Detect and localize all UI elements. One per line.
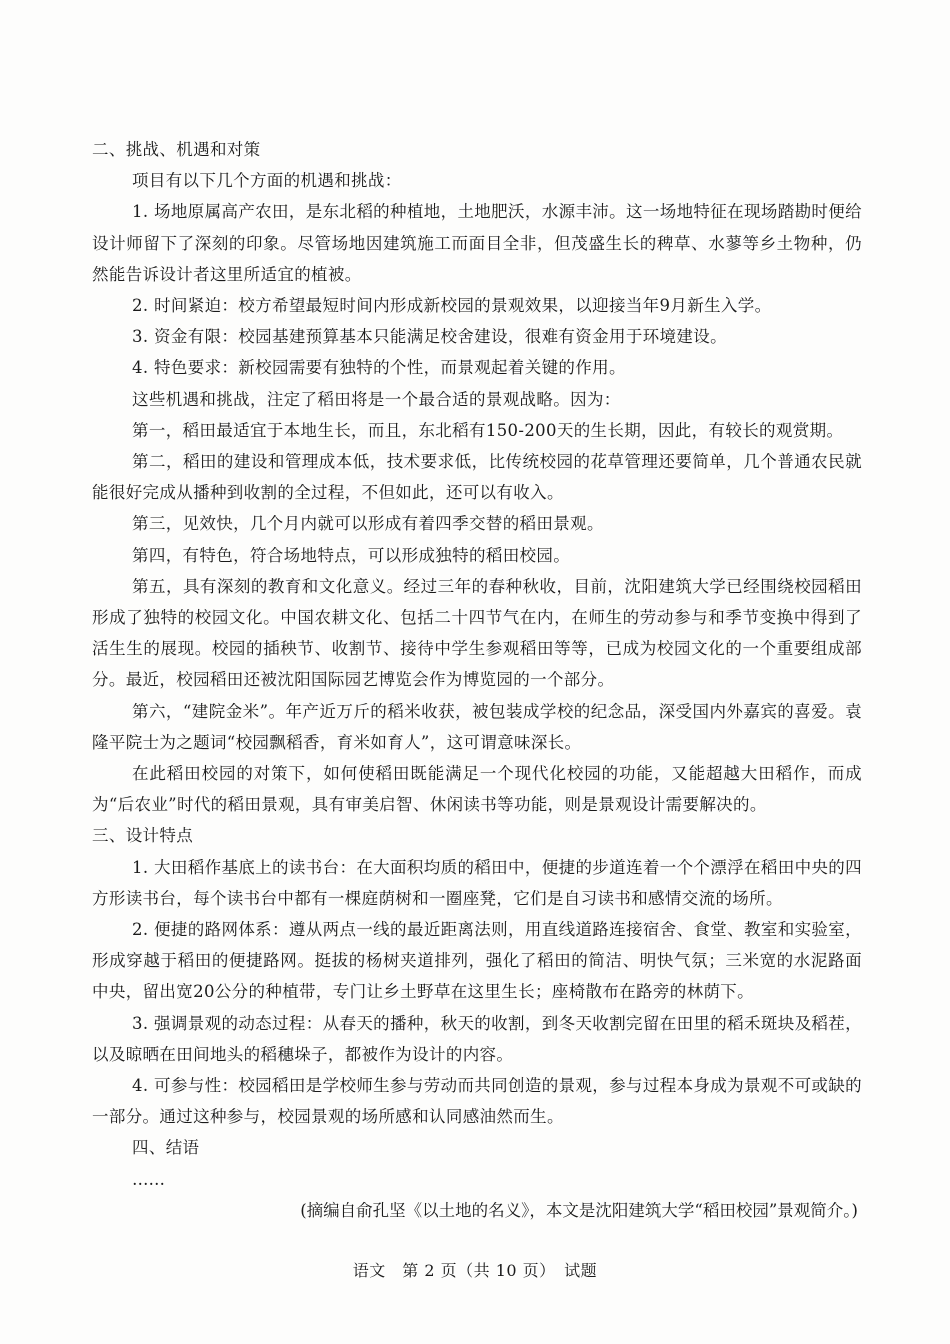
paragraph-strategy: 在此稻田校园的对策下，如何使稻田既能满足一个现代化校园的功能，又能超越大田稻作，而成为“后农业”时代的稻田景观，具有审美启智、休闲读书等功能，则是景观设计需要解决的。 — [92, 764, 862, 815]
source-citation: (摘编自俞孔坚《以土地的名义》，本文是沈阳建筑大学“稻田校园”景观简介。) — [300, 1200, 858, 1220]
paragraph-challenge-2: 2. 时间紧迫：校方希望最短时间内形成新校园的景观效果，以迎接当年9月新生入学。 — [132, 296, 772, 315]
paragraph-reason-1: 第一，稻田最适宜于本地生长，而且，东北稻有150-200天的生长期，因此，有较长的观赏期。 — [132, 420, 844, 440]
section-heading-design: 三、设计特点 — [92, 826, 194, 846]
paragraph-design-1: 1. 大田稻作基底上的读书台：在大面积均质的稻田中，便捷的步道连着一个个漂浮在稻田中央的四方形读书台，每个读书台中都有一棵庭荫树和一圈座凳，它们是自习读书和感情交流的场所。 — [92, 857, 862, 908]
paragraph-design-4: 4. 可参与性：校园稻田是学校师生参与劳动而共同创造的景观，参与过程本身成为景观不可或缺的一部分。通过这种参与，校园景观的场所感和认同感油然而生。 — [92, 1076, 862, 1127]
section-heading-challenges: 二、挑战、机遇和对策 — [92, 140, 261, 159]
paragraph-reason-3: 第三，见效快，几个月内就可以形成有着四季交替的稻田景观。 — [132, 514, 604, 534]
paragraph-challenge-4: 4. 特色要求：新校园需要有独特的个性，而景观起着关键的作用。 — [132, 358, 626, 378]
paragraph-reason-4: 第四，有特色，符合场地特点，可以形成独特的稻田校园。 — [132, 545, 571, 565]
paragraph-reason-5: 第五，具有深刻的教育和文化意义。经过三年的春种秋收，目前，沈阳建筑大学已经围绕校园稻田形成了独特的校园文化。中国农耕文化、包括二十四节气在内，在师生的劳动参与和季节变换中得到了活生生的展现。校园的插秧节、收割节、接待中学生参观稻田等等，已成为校园文化的一个重要组成部分。最近，校园稻田还被沈阳国际园艺博览会作为博览园的一个部分。 — [92, 576, 862, 690]
paragraph-challenge-3: 3. 资金有限：校园基建预算基本只能满足校舍建设，很难有资金用于环境建设。 — [132, 327, 727, 347]
paragraph-design-2: 2. 便捷的路网体系：遵从两点一线的最近距离法则，用直线道路连接宿舍、食堂、教室和实验室，形成穿越于稻田的便捷路网。挺拔的杨树夹道排列，强化了稻田的简洁、明快气氛；三米宽的水泥路面中央，留出宽20公分的种植带，专门让乡土野草在这里生长；座椅散布在路旁的林荫下。 — [92, 920, 862, 1002]
article-body — [92, 134, 862, 1226]
ellipsis: …… — [132, 1169, 165, 1189]
section-heading-conclusion: 四、结语 — [132, 1138, 200, 1158]
paragraph-summary: 这些机遇和挑战，注定了稻田将是一个最合适的景观战略。因为： — [132, 389, 621, 409]
page-footer: 语文 第 2 页（共 10 页） 试题 — [352, 1261, 598, 1280]
paragraph-intro: 项目有以下几个方面的机遇和挑战： — [132, 171, 402, 191]
paragraph-reason-2: 第二，稻田的建设和管理成本低，技术要求低，比传统校园的花草管理还要简单，几个普通农民就能很好完成从播种到收割的全过程，不但如此，还可以有收入。 — [92, 452, 862, 503]
paragraph-challenge-1: 1. 场地原属高产农田，是东北稻的种植地，土地肥沃，水源丰沛。这一场地特征在现场踏勘时便给设计师留下了深刻的印象。尽管场地因建筑施工而面目全非，但茂盛生长的稗草、水蓼等乡土物种，仍然能告诉设计者这里所适宜的植被。 — [92, 202, 862, 284]
paragraph-design-3: 3. 强调景观的动态过程：从春天的播种，秋天的收割，到冬天收割完留在田里的稻禾斑块及稻茬，以及晾晒在田间地头的稻穗垛子，都被作为设计的内容。 — [92, 1013, 862, 1064]
paragraph-reason-6: 第六，“建院金米”。年产近万斤的稻米收获，被包装成学校的纪念品，深受国内外嘉宾的喜爱。袁隆平院士为之题词“校园飘稻香，育米如育人”，这可谓意味深长。 — [92, 701, 862, 752]
